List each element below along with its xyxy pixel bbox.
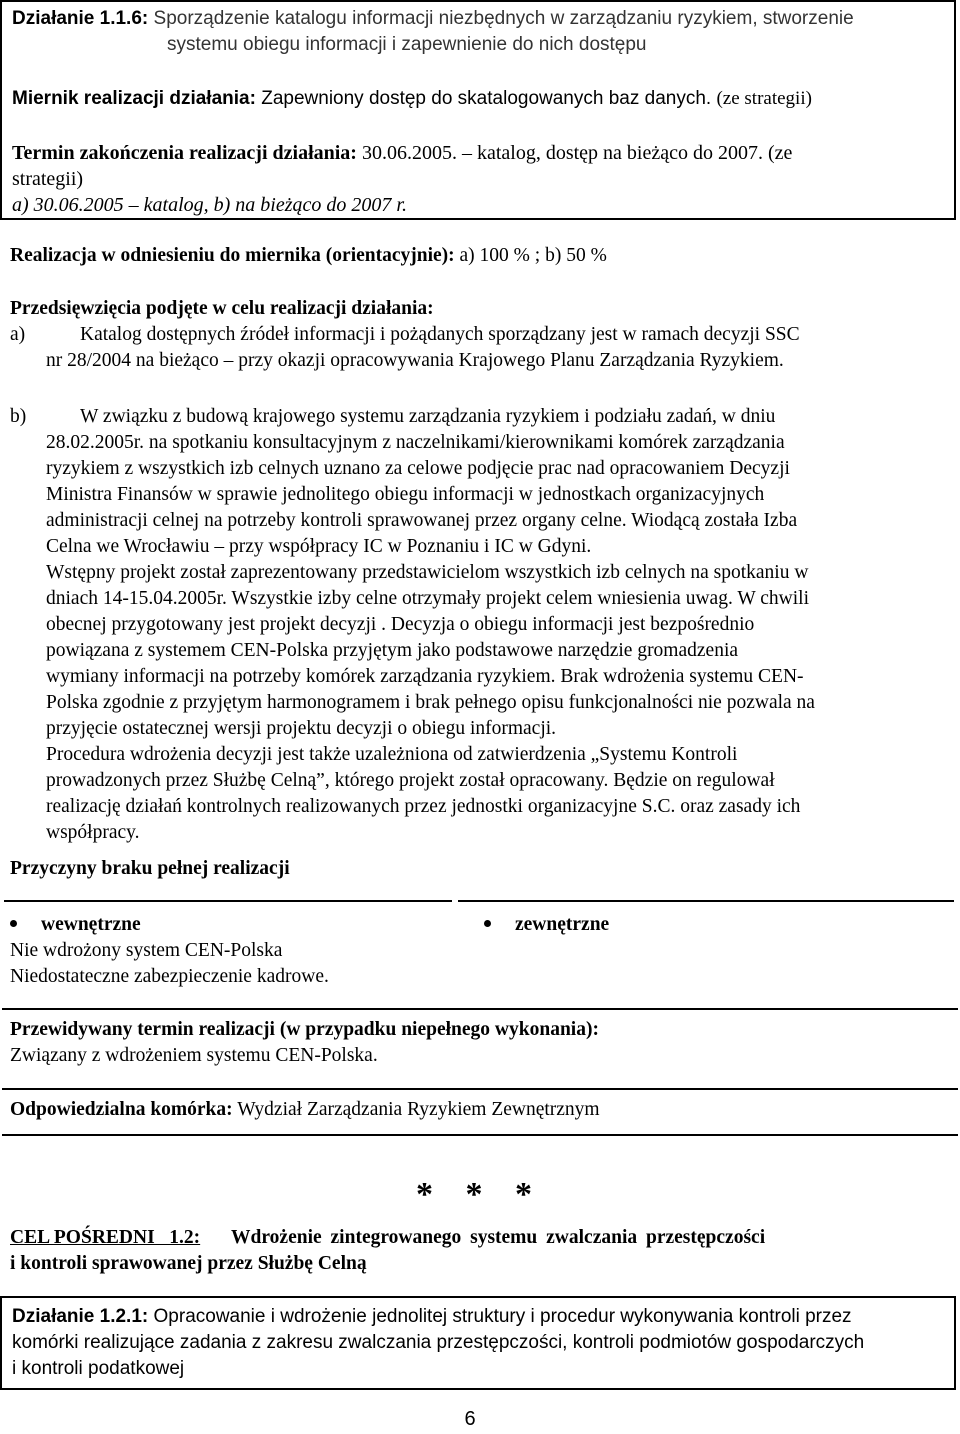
item-a-line2: nr 28/2004 na bieżąco – przy okazji opracowywania Krajowego Planu Zarządzania Ryzykiem. <box>46 350 784 371</box>
internal-label: wewnętrzne <box>41 914 141 935</box>
bottom-action-label: Działanie 1.2.1: <box>12 1306 149 1327</box>
item-b-line: administracji celnej na potrzeby kontroli sprawowanej przez organy celne. Wiodącą została Izba <box>46 510 798 531</box>
item-b-line: prowadzonych przez Służbę Celną”, którego projekt został opracowany. Będzie on regulował <box>46 770 775 791</box>
action-1-2-1-box <box>0 1296 956 1390</box>
item-b-line: ryzykiem z wszystkich izb celnych uznano za celowe podjęcie prac nad opracowaniem Decyzji <box>46 458 790 479</box>
item-b-line: Polska zgodnie z przyjętym harmonogramem i brak pełnego opisu funkcjonalności nie pozwala na <box>46 692 815 713</box>
bottom-action-title: Opracowanie i wdrożenie jednolitej struktury i procedur wykonywania kontroli przez <box>153 1306 852 1327</box>
action-title-line2: systemu obiegu informacji i zapewnienie do nich dostępu <box>167 34 647 55</box>
measure-source: (ze strategii) <box>716 88 812 109</box>
item-b-label: b) <box>10 406 27 427</box>
item-b-line: obecnej przygotowany jest projekt decyzji . Decyzja o obiegu informacji jest bezpośrednio <box>46 614 755 635</box>
bottom-action-line3: i kontroli podatkowej <box>12 1358 185 1379</box>
section-separator-stars: * * * <box>416 1176 544 1213</box>
page-number: 6 <box>464 1408 476 1430</box>
responsible-line <box>10 1097 950 1123</box>
item-b-line: Celna we Wrocławiu – przy współpracy IC w Poznaniu i IC w Gdyni. <box>46 536 592 557</box>
item-b-line: wymiany informacji na potrzeby komórek zarządzania ryzykiem. Brak wdrożenia systemu CEN- <box>46 666 804 687</box>
reasons-divider-right <box>458 900 954 902</box>
bullet-icon <box>10 920 17 927</box>
action-title: Sporządzenie katalogu informacji niezbędnych w zarządzaniu ryzykiem, stworzenie <box>153 8 854 29</box>
reasons-heading: Przyczyny braku pełnej realizacji <box>10 858 290 879</box>
forecast-value: Związany z wdrożeniem systemu CEN-Polska. <box>10 1045 378 1066</box>
item-a-line1: Katalog dostępnych źródeł informacji i pożądanych sporządzany jest w ramach decyzji SSC <box>80 324 800 345</box>
goal-title: Wdrożenie zintegrowanego systemu zwalczania przestępczości <box>231 1227 766 1248</box>
realization-line <box>10 243 950 269</box>
bullet-icon <box>484 920 491 927</box>
responsible-label: Odpowiedzialna komórka: <box>10 1099 233 1120</box>
item-b-line: dniach 14-15.04.2005r. Wszystkie izby celne otrzymały projekt celem wniesienia uwag. W chwili <box>46 588 810 609</box>
forecast-heading: Przewidywany termin realizacji (w przypadku niepełnego wykonania): <box>10 1019 599 1040</box>
measure-label: Miernik realizacji działania: <box>12 88 256 109</box>
internal-item: Nie wdrożony system CEN-Polska <box>10 940 283 961</box>
reasons-internal <box>10 912 450 990</box>
internal-heading <box>10 912 450 938</box>
bottom-action-line1 <box>12 1304 944 1330</box>
realization-label: Realizacja w odniesieniu do miernika (orientacyjnie): <box>10 245 455 266</box>
external-label: zewnętrzne <box>515 914 610 935</box>
item-b-line: W związku z budową krajowego systemu zarządzania ryzykiem i podziału zadań, w dniu <box>80 406 776 427</box>
responsible-value: Wydział Zarządzania Ryzykiem Zewnętrznym <box>237 1099 600 1120</box>
reasons-divider-left <box>4 900 452 902</box>
internal-item: Niedostateczne zabezpieczenie kadrowe. <box>10 966 329 987</box>
realization-value: a) 100 % ; b) 50 % <box>459 245 607 266</box>
action-label: Działanie 1.1.6: <box>12 8 149 29</box>
item-b-line: Wstępny projekt został zaprezentowany przedstawicielom wszystkich izb celnych na spotkaniu w <box>46 562 809 583</box>
item-b-line: współpracy. <box>46 822 140 843</box>
item-b-line: realizację działań kontrolnych realizowanych przez jednostki organizacyjne S.C. oraz zasady ich <box>46 796 801 817</box>
measure-item-b <box>10 404 940 846</box>
deadline-source: strategii) <box>12 168 84 190</box>
measure-line <box>12 86 944 112</box>
responsible-divider <box>2 1088 958 1090</box>
action-title-line1 <box>12 6 944 32</box>
deadline-value: 30.06.2005. – katalog, dostęp na bieżąco do 2007. (ze <box>361 142 793 164</box>
item-a-label: a) <box>10 324 26 345</box>
goal-label: CEL POŚREDNI 1.2: <box>10 1227 201 1248</box>
forecast-divider <box>2 1008 958 1010</box>
deadline-detail: a) 30.06.2005 – katalog, b) na bieżąco do 2007 r. <box>12 194 407 216</box>
item-b-line: powiązana z systemem CEN-Polska przyjętym jako podstawowe narzędzie gromadzenia <box>46 640 739 661</box>
deadline-label: Termin zakończenia realizacji działania: <box>12 142 357 164</box>
measure-value: Zapewniony dostęp do skatalogowanych baz danych. <box>261 88 712 109</box>
measure-item-a <box>10 322 940 374</box>
item-b-line: 28.02.2005r. na spotkaniu konsultacyjnym z naczelnikami/kierownikami komórek zarządzania <box>46 432 785 453</box>
reasons-external <box>484 912 924 938</box>
responsible-bottom-divider <box>2 1134 958 1136</box>
action-1-1-6-box <box>0 0 956 220</box>
item-b-line: Ministra Finansów w sprawie jednolitego obiegu informacji w jednostkach organizacyjnych <box>46 484 765 505</box>
measures-heading: Przedsięwzięcia podjęte w celu realizacji działania: <box>10 298 434 319</box>
deadline-line <box>12 140 944 166</box>
item-b-line: Procedura wdrożenia decyzji jest także uzależniona od zatwierdzenia „Systemu Kontroli <box>46 744 738 765</box>
bottom-action-line2: komórki realizujące zadania z zakresu zwalczania przestępczości, kontroli podmiotów gospodarczych <box>12 1332 865 1353</box>
goal-line2: i kontroli sprawowanej przez Służbę Celną <box>10 1253 367 1274</box>
goal-line1 <box>10 1225 950 1251</box>
item-b-line: przyjęcie ostatecznej wersji projektu decyzji o obiegu informacji. <box>46 718 557 739</box>
